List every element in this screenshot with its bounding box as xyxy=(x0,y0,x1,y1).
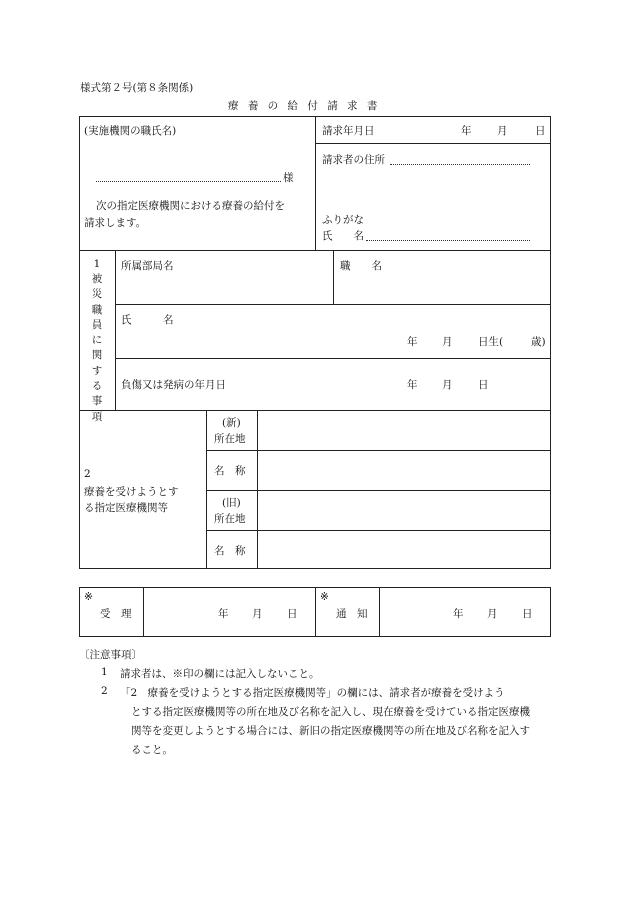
section2-heading-1: 療養を受けようとす xyxy=(84,486,179,498)
birth-year[interactable]: 年 xyxy=(407,336,418,348)
agency-name-line[interactable] xyxy=(96,181,281,182)
receipt-month: 月 xyxy=(252,608,263,620)
agency-label: (実施機関の職氏名) xyxy=(84,125,177,137)
request-month[interactable]: 月 xyxy=(497,125,508,137)
birth-month[interactable]: 月 xyxy=(442,336,453,348)
note-2-number: 2 xyxy=(101,685,108,697)
request-year[interactable]: 年 xyxy=(461,125,472,137)
sama-label: 様 xyxy=(283,172,294,184)
injury-year[interactable]: 年 xyxy=(407,379,418,391)
note-2-line-3: 関等を変更しようとする場合には、新旧の指定医療機関等の所在地及び名称を記入す xyxy=(131,725,530,737)
note-2-line-2: とする指定医療機関等の所在地及び名称を記入し、現在療養を受けている指定医療機 xyxy=(131,706,530,718)
form-number: 様式第２号(第８条関係) xyxy=(80,82,194,94)
section1-heading: 被災職員に関する事項 xyxy=(91,273,103,423)
request-text-line2: 請求します。 xyxy=(84,217,147,229)
receipt-mark: ※ xyxy=(84,591,93,603)
requester-name-label: 氏 名 xyxy=(322,230,364,242)
notice-label: 通 知 xyxy=(336,608,368,620)
request-date-label: 請求年月日 xyxy=(322,125,375,137)
new-location-label: 所在地 xyxy=(214,433,246,445)
old-name-label: 名 称 xyxy=(214,545,246,557)
dept-label: 所属部局名 xyxy=(121,260,174,272)
receipt-day: 日 xyxy=(287,608,298,620)
injury-date-label: 負傷又は発病の年月日 xyxy=(121,379,226,391)
request-text-line1: 次の指定医療機関における療養の給付を xyxy=(96,200,285,212)
note-2-line-4: ること。 xyxy=(131,744,173,756)
new-tag: (新) xyxy=(222,417,241,429)
post-label: 職 名 xyxy=(340,260,382,272)
address-label: 請求者の住所 xyxy=(322,154,385,166)
section1-number: 1 xyxy=(93,258,101,270)
request-day[interactable]: 日 xyxy=(535,125,546,137)
address-line[interactable] xyxy=(390,164,530,165)
new-name-label: 名 称 xyxy=(214,465,246,477)
old-tag: (旧) xyxy=(222,497,241,509)
injury-month[interactable]: 月 xyxy=(442,379,453,391)
notes-heading: 〔注意事項〕 xyxy=(79,649,142,661)
note-1-number: 1 xyxy=(101,666,108,678)
injured-name-label: 氏 名 xyxy=(121,314,174,326)
requester-name-line[interactable] xyxy=(366,240,530,241)
note-1-text: 請求者は、※印の欄には記入しないこと。 xyxy=(120,668,320,680)
notice-mark: ※ xyxy=(320,591,329,603)
injury-day[interactable]: 日 xyxy=(478,379,489,391)
receipt-year: 年 xyxy=(218,608,229,620)
age[interactable]: 歳) xyxy=(531,336,546,348)
section2-number: 2 xyxy=(84,468,91,480)
birth-day[interactable]: 日生( xyxy=(478,336,504,348)
old-location-label: 所在地 xyxy=(214,513,246,525)
note-2-line-1: 「2 療養を受けようとする指定医療機関等」の欄には、請求者が療養を受けよう xyxy=(120,687,505,699)
form-title: 療 養 の 給 付 請 求 書 xyxy=(228,100,381,112)
furigana-label: ふりがな xyxy=(322,214,364,226)
notice-month: 月 xyxy=(487,608,498,620)
receipt-label: 受 理 xyxy=(100,608,132,620)
notice-day: 日 xyxy=(522,608,533,620)
notice-year: 年 xyxy=(453,608,464,620)
section2-heading-2: る指定医療機関等 xyxy=(84,502,168,514)
